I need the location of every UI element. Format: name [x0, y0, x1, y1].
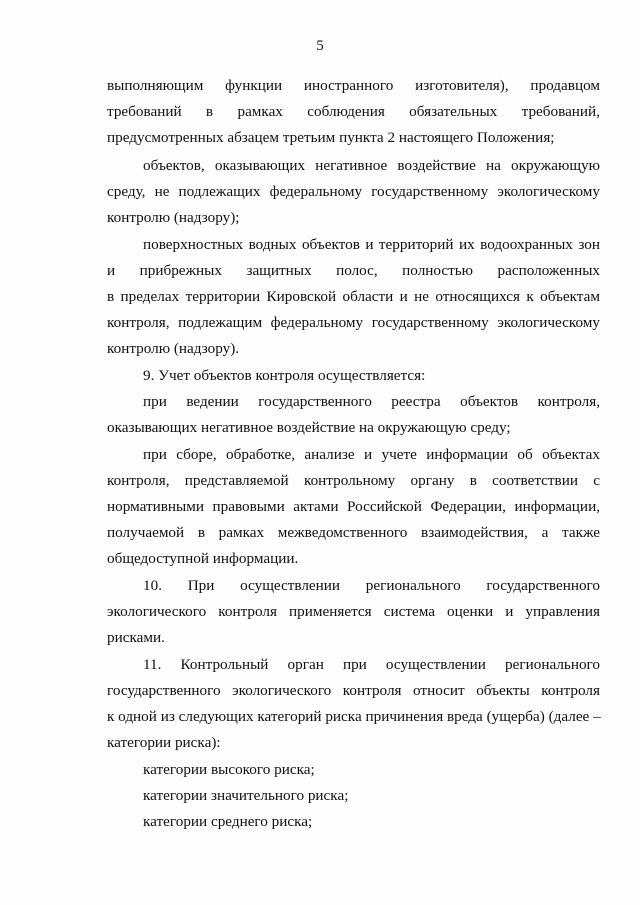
text-line: при сборе, обработке, анализе и учете информации об объектах	[143, 446, 600, 463]
text-line: поверхностных водных объектов и территорий их водоохранных зон	[143, 236, 600, 253]
text-line: контролю (надзору);	[107, 209, 240, 226]
text-line: категории риска):	[107, 734, 221, 751]
text-line: в пределах территории Кировской области и не относящихся к объектам	[107, 288, 600, 305]
text-line: при ведении государственного реестра объектов контроля,	[143, 393, 600, 410]
text-line: категории среднего риска;	[143, 813, 313, 830]
text-line: категории значительного риска;	[143, 787, 349, 804]
text-line: контролю (надзору).	[107, 340, 240, 357]
text-line: 9. Учет объектов контроля осуществляется:	[143, 367, 426, 384]
text-line: к одной из следующих категорий риска причинения вреда (ущерба) (далее –	[107, 708, 601, 725]
text-line: требований в рамках соблюдения обязательных требований,	[107, 103, 600, 120]
text-line: 11. Контрольный орган при осуществлении регионального	[143, 656, 600, 673]
text-line: государственного экологического контроля относит объекты контроля	[107, 682, 600, 699]
text-line: нормативными правовыми актами Российской Федерации, информации,	[107, 498, 600, 515]
text-line: категории высокого риска;	[143, 761, 315, 778]
text-line: рисками.	[107, 629, 165, 646]
text-line: экологического контроля применяется система оценки и управления	[107, 603, 600, 620]
text-line: выполняющим функции иностранного изготовителя), продавцом	[107, 77, 600, 94]
text-line: и прибрежных защитных полос, полностью расположенных	[107, 262, 600, 279]
page-number: 5	[316, 38, 324, 54]
text-line: контроля, подлежащим федеральному государственному экологическому	[107, 314, 600, 331]
text-line: оказывающих негативное воздействие на окружающую среду;	[107, 419, 511, 436]
text-line: среду, не подлежащих федеральному государственному экологическому	[107, 183, 600, 200]
text-line: контроля, представляемой контрольному органу в соответствии с	[107, 472, 600, 489]
text-line: 10. При осуществлении регионального государственного	[143, 577, 600, 594]
text-line: объектов, оказывающих негативное воздействие на окружающую	[143, 157, 600, 174]
text-line: предусмотренных абзацем третьим пункта 2 настоящего Положения;	[107, 129, 555, 146]
text-line: получаемой в рамках межведомственного взаимодействия, а также	[107, 524, 600, 541]
text-line: общедоступной информации.	[107, 550, 299, 567]
